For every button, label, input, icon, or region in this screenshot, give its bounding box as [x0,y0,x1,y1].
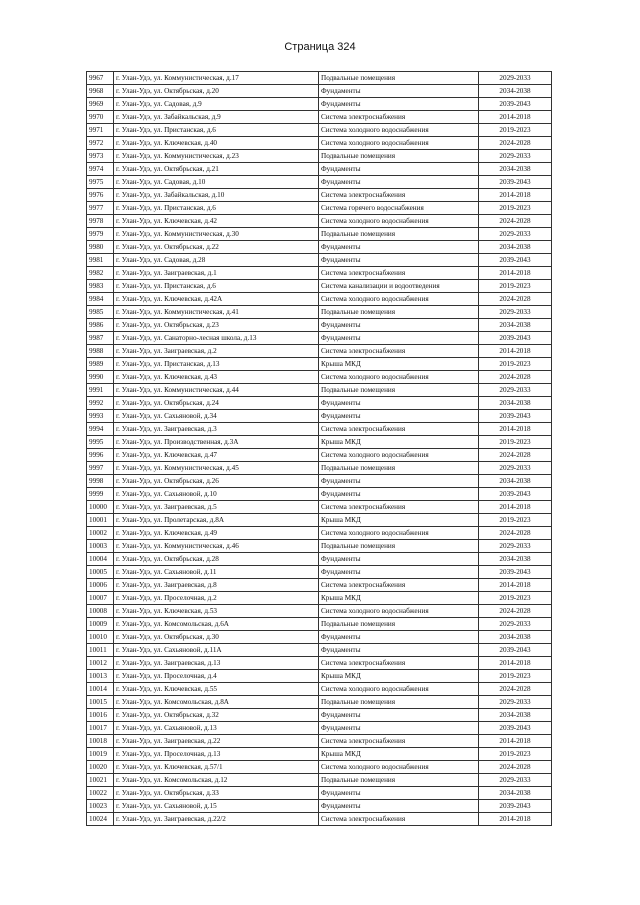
table-row [87,449,552,462]
period-cell: 2039-2043 [479,410,552,423]
table-row [87,800,552,813]
table-row [87,85,552,98]
table-row [87,267,552,280]
address-cell: г. Улан-Удэ, ул. Пристанская, д.13 [114,358,319,371]
table-row [87,644,552,657]
work-type-cell: Фундаменты [319,800,479,813]
table-row [87,592,552,605]
period-cell: 2029-2033 [479,462,552,475]
period-cell: 2024-2028 [479,293,552,306]
work-type-cell: Фундаменты [319,98,479,111]
address-cell: г. Улан-Удэ, ул. Ключевская, д.53 [114,605,319,618]
period-cell: 2014-2018 [479,813,552,826]
table-row [87,813,552,826]
period-cell: 2014-2018 [479,189,552,202]
row-number-cell: 10003 [87,540,114,553]
table-row [87,384,552,397]
table-row [87,332,552,345]
table-row [87,553,552,566]
table-row [87,709,552,722]
table-row [87,306,552,319]
address-cell: г. Улан-Удэ, ул. Коммунистическая, д.41 [114,306,319,319]
row-number-cell: 10013 [87,670,114,683]
table-row [87,358,552,371]
address-cell: г. Улан-Удэ, ул. Пристанская, д.6 [114,202,319,215]
table-row [87,657,552,670]
row-number-cell: 10005 [87,566,114,579]
period-cell: 2029-2033 [479,150,552,163]
row-number-cell: 9969 [87,98,114,111]
work-type-cell: Система электроснабжения [319,189,479,202]
work-type-cell: Фундаменты [319,488,479,501]
table-row [87,631,552,644]
table-row [87,111,552,124]
table-row [87,345,552,358]
period-cell: 2034-2038 [479,397,552,410]
row-number-cell: 10020 [87,761,114,774]
row-number-cell: 9977 [87,202,114,215]
address-cell: г. Улан-Удэ, ул. Октябрьская, д.28 [114,553,319,566]
row-number-cell: 10015 [87,696,114,709]
work-type-cell: Система холодного водоснабжения [319,605,479,618]
period-cell: 2019-2023 [479,124,552,137]
table-row [87,735,552,748]
row-number-cell: 9996 [87,449,114,462]
work-type-cell: Система холодного водоснабжения [319,124,479,137]
work-type-cell: Фундаменты [319,410,479,423]
work-type-cell: Система электроснабжения [319,735,479,748]
period-cell: 2034-2038 [479,553,552,566]
work-type-cell: Система электроснабжения [319,501,479,514]
work-type-cell: Подвальные помещения [319,150,479,163]
table-row [87,527,552,540]
period-cell: 2024-2028 [479,449,552,462]
row-number-cell: 9998 [87,475,114,488]
row-number-cell: 9972 [87,137,114,150]
row-number-cell: 9970 [87,111,114,124]
address-cell: г. Улан-Удэ, ул. Октябрьская, д.26 [114,475,319,488]
table-row [87,605,552,618]
row-number-cell: 10023 [87,800,114,813]
row-number-cell: 10009 [87,618,114,631]
table-row [87,475,552,488]
row-number-cell: 10024 [87,813,114,826]
row-number-cell: 9985 [87,306,114,319]
table-row [87,579,552,592]
period-cell: 2029-2033 [479,306,552,319]
work-type-cell: Крыша МКД [319,592,479,605]
period-cell: 2039-2043 [479,176,552,189]
work-type-cell: Система электроснабжения [319,657,479,670]
row-number-cell: 10022 [87,787,114,800]
address-cell: г. Улан-Удэ, ул. Заиграевская, д.13 [114,657,319,670]
address-cell: г. Улан-Удэ, ул. Ключевская, д.49 [114,527,319,540]
period-cell: 2034-2038 [479,631,552,644]
row-number-cell: 9979 [87,228,114,241]
period-cell: 2034-2038 [479,241,552,254]
row-number-cell: 9988 [87,345,114,358]
row-number-cell: 9986 [87,319,114,332]
work-type-cell: Подвальные помещения [319,306,479,319]
period-cell: 2014-2018 [479,735,552,748]
row-number-cell: 9987 [87,332,114,345]
row-number-cell: 9982 [87,267,114,280]
address-cell: г. Улан-Удэ, ул. Коммунистическая, д.44 [114,384,319,397]
address-cell: г. Улан-Удэ, ул. Санаторно-лесная школа, д.13 [114,332,319,345]
address-cell: г. Улан-Удэ, ул. Комсомольская, д.12 [114,774,319,787]
row-number-cell: 10021 [87,774,114,787]
work-type-cell: Фундаменты [319,319,479,332]
period-cell: 2014-2018 [479,579,552,592]
period-cell: 2039-2043 [479,488,552,501]
table-row [87,228,552,241]
address-cell: г. Улан-Удэ, ул. Ключевская, д.55 [114,683,319,696]
row-number-cell: 9980 [87,241,114,254]
address-cell: г. Улан-Удэ, ул. Заиграевская, д.2 [114,345,319,358]
period-cell: 2039-2043 [479,800,552,813]
work-type-cell: Фундаменты [319,397,479,410]
table-row [87,670,552,683]
period-cell: 2014-2018 [479,657,552,670]
work-type-cell: Фундаменты [319,85,479,98]
period-cell: 2024-2028 [479,137,552,150]
row-number-cell: 10017 [87,722,114,735]
address-cell: г. Улан-Удэ, ул. Ключевская, д.42 [114,215,319,228]
address-cell: г. Улан-Удэ, ул. Заиграевская, д.8 [114,579,319,592]
work-type-cell: Фундаменты [319,176,479,189]
table-row [87,163,552,176]
period-cell: 2029-2033 [479,696,552,709]
work-type-cell: Крыша МКД [319,358,479,371]
table-row [87,514,552,527]
work-type-cell: Система горячего водоснабжения [319,202,479,215]
work-type-cell: Крыша МКД [319,748,479,761]
address-cell: г. Улан-Удэ, ул. Октябрьская, д.24 [114,397,319,410]
row-number-cell: 9974 [87,163,114,176]
repair-schedule-table [86,71,552,826]
period-cell: 2019-2023 [479,514,552,527]
address-cell: г. Улан-Удэ, ул. Проселочная, д.4 [114,670,319,683]
table-row [87,319,552,332]
table-row [87,761,552,774]
period-cell: 2039-2043 [479,254,552,267]
address-cell: г. Улан-Удэ, ул. Садовая, д.10 [114,176,319,189]
table-row [87,787,552,800]
table-row [87,254,552,267]
row-number-cell: 9975 [87,176,114,189]
work-type-cell: Подвальные помещения [319,228,479,241]
row-number-cell: 9978 [87,215,114,228]
row-number-cell: 10002 [87,527,114,540]
address-cell: г. Улан-Удэ, ул. Октябрьская, д.30 [114,631,319,644]
address-cell: г. Улан-Удэ, ул. Коммунистическая, д.17 [114,72,319,85]
work-type-cell: Система канализации и водоотведения [319,280,479,293]
work-type-cell: Система холодного водоснабжения [319,527,479,540]
table-row [87,566,552,579]
table-row [87,683,552,696]
address-cell: г. Улан-Удэ, ул. Заиграевская, д.1 [114,267,319,280]
work-type-cell: Фундаменты [319,553,479,566]
address-cell: г. Улан-Удэ, ул. Заиграевская, д.5 [114,501,319,514]
row-number-cell: 9973 [87,150,114,163]
period-cell: 2019-2023 [479,436,552,449]
period-cell: 2034-2038 [479,85,552,98]
row-number-cell: 10000 [87,501,114,514]
address-cell: г. Улан-Удэ, ул. Октябрьская, д.22 [114,241,319,254]
period-cell: 2019-2023 [479,592,552,605]
work-type-cell: Система холодного водоснабжения [319,215,479,228]
address-cell: г. Улан-Удэ, ул. Сахьяновой, д.11А [114,644,319,657]
work-type-cell: Фундаменты [319,254,479,267]
address-cell: г. Улан-Удэ, ул. Ключевская, д.43 [114,371,319,384]
period-cell: 2024-2028 [479,371,552,384]
work-type-cell: Система холодного водоснабжения [319,293,479,306]
address-cell: г. Улан-Удэ, ул. Сахьяновой, д.13 [114,722,319,735]
work-type-cell: Крыша МКД [319,436,479,449]
table-body [87,72,552,826]
address-cell: г. Улан-Удэ, ул. Проселочная, д.13 [114,748,319,761]
work-type-cell: Фундаменты [319,631,479,644]
address-cell: г. Улан-Удэ, ул. Ключевская, д.57/1 [114,761,319,774]
row-number-cell: 9968 [87,85,114,98]
work-type-cell: Система электроснабжения [319,111,479,124]
row-number-cell: 10007 [87,592,114,605]
period-cell: 2034-2038 [479,319,552,332]
address-cell: г. Улан-Удэ, ул. Коммунистическая, д.45 [114,462,319,475]
table-row [87,215,552,228]
work-type-cell: Крыша МКД [319,670,479,683]
table-row [87,462,552,475]
period-cell: 2039-2043 [479,332,552,345]
row-number-cell: 9999 [87,488,114,501]
address-cell: г. Улан-Удэ, ул. Пристанская, д.6 [114,124,319,137]
work-type-cell: Система электроснабжения [319,579,479,592]
row-number-cell: 10011 [87,644,114,657]
address-cell: г. Улан-Удэ, ул. Садовая, д.28 [114,254,319,267]
work-type-cell: Фундаменты [319,332,479,345]
work-type-cell: Система холодного водоснабжения [319,137,479,150]
table-row [87,436,552,449]
address-cell: г. Улан-Удэ, ул. Забайкальская, д.10 [114,189,319,202]
address-cell: г. Улан-Удэ, ул. Сахьяновой, д.11 [114,566,319,579]
row-number-cell: 9994 [87,423,114,436]
period-cell: 2019-2023 [479,670,552,683]
period-cell: 2024-2028 [479,761,552,774]
address-cell: г. Улан-Удэ, ул. Коммунистическая, д.46 [114,540,319,553]
work-type-cell: Система электроснабжения [319,813,479,826]
period-cell: 2034-2038 [479,475,552,488]
row-number-cell: 10004 [87,553,114,566]
address-cell: г. Улан-Удэ, ул. Заиграевская, д.22/2 [114,813,319,826]
period-cell: 2019-2023 [479,202,552,215]
address-cell: г. Улан-Удэ, ул. Коммунистическая, д.23 [114,150,319,163]
address-cell: г. Улан-Удэ, ул. Забайкальская, д.9 [114,111,319,124]
table-row [87,176,552,189]
period-cell: 2024-2028 [479,215,552,228]
address-cell: г. Улан-Удэ, ул. Ключевская, д.47 [114,449,319,462]
row-number-cell: 9984 [87,293,114,306]
period-cell: 2029-2033 [479,540,552,553]
period-cell: 2029-2033 [479,228,552,241]
address-cell: г. Улан-Удэ, ул. Коммунистическая, д.30 [114,228,319,241]
table-row [87,124,552,137]
work-type-cell: Система холодного водоснабжения [319,683,479,696]
work-type-cell: Система электроснабжения [319,345,479,358]
table-row [87,501,552,514]
work-type-cell: Подвальные помещения [319,384,479,397]
period-cell: 2014-2018 [479,267,552,280]
address-cell: г. Улан-Удэ, ул. Октябрьская, д.21 [114,163,319,176]
row-number-cell: 9976 [87,189,114,202]
address-cell: г. Улан-Удэ, ул. Сахьяновой, д.10 [114,488,319,501]
address-cell: г. Улан-Удэ, ул. Садовая, д.9 [114,98,319,111]
period-cell: 2019-2023 [479,358,552,371]
row-number-cell: 9990 [87,371,114,384]
table-row [87,72,552,85]
row-number-cell: 10012 [87,657,114,670]
address-cell: г. Улан-Удэ, ул. Производственная, д.3А [114,436,319,449]
period-cell: 2029-2033 [479,618,552,631]
work-type-cell: Система электроснабжения [319,423,479,436]
table-row [87,722,552,735]
address-cell: г. Улан-Удэ, ул. Комсомольская, д.8А [114,696,319,709]
address-cell: г. Улан-Удэ, ул. Октябрьская, д.32 [114,709,319,722]
period-cell: 2014-2018 [479,501,552,514]
row-number-cell: 9993 [87,410,114,423]
work-type-cell: Крыша МКД [319,514,479,527]
row-number-cell: 9971 [87,124,114,137]
period-cell: 2019-2023 [479,748,552,761]
address-cell: г. Улан-Удэ, ул. Сахьяновой, д.34 [114,410,319,423]
period-cell: 2024-2028 [479,605,552,618]
row-number-cell: 9981 [87,254,114,267]
page-number: Страница 324 [284,41,356,53]
period-cell: 2039-2043 [479,722,552,735]
table-row [87,618,552,631]
work-type-cell: Система электроснабжения [319,267,479,280]
table-row [87,202,552,215]
address-cell: г. Улан-Удэ, ул. Комсомольская, д.6А [114,618,319,631]
row-number-cell: 9995 [87,436,114,449]
work-type-cell: Подвальные помещения [319,774,479,787]
row-number-cell: 10008 [87,605,114,618]
row-number-cell: 9989 [87,358,114,371]
work-type-cell: Фундаменты [319,241,479,254]
period-cell: 2014-2018 [479,345,552,358]
row-number-cell: 10016 [87,709,114,722]
period-cell: 2034-2038 [479,163,552,176]
work-type-cell: Фундаменты [319,475,479,488]
row-number-cell: 10010 [87,631,114,644]
row-number-cell: 10001 [87,514,114,527]
table-row [87,241,552,254]
address-cell: г. Улан-Удэ, ул. Сахьяновой, д.15 [114,800,319,813]
period-cell: 2039-2043 [479,566,552,579]
period-cell: 2039-2043 [479,98,552,111]
period-cell: 2024-2028 [479,683,552,696]
row-number-cell: 9967 [87,72,114,85]
table-row [87,137,552,150]
table-row [87,293,552,306]
row-number-cell: 9983 [87,280,114,293]
address-cell: г. Улан-Удэ, ул. Октябрьская, д.20 [114,85,319,98]
table-row [87,540,552,553]
period-cell: 2034-2038 [479,787,552,800]
work-type-cell: Фундаменты [319,709,479,722]
work-type-cell: Фундаменты [319,722,479,735]
period-cell: 2029-2033 [479,384,552,397]
work-type-cell: Фундаменты [319,644,479,657]
table-row [87,696,552,709]
work-type-cell: Подвальные помещения [319,462,479,475]
address-cell: г. Улан-Удэ, ул. Проселочная, д.2 [114,592,319,605]
table-row [87,150,552,163]
row-number-cell: 9992 [87,397,114,410]
row-number-cell: 10019 [87,748,114,761]
period-cell: 2029-2033 [479,72,552,85]
address-cell: г. Улан-Удэ, ул. Октябрьская, д.23 [114,319,319,332]
address-cell: г. Улан-Удэ, ул. Пристанская, д.6 [114,280,319,293]
address-cell: г. Улан-Удэ, ул. Пролетарская, д.8А [114,514,319,527]
table-row [87,748,552,761]
table-row [87,98,552,111]
period-cell: 2029-2033 [479,774,552,787]
period-cell: 2039-2043 [479,644,552,657]
row-number-cell: 10018 [87,735,114,748]
work-type-cell: Фундаменты [319,787,479,800]
row-number-cell: 10006 [87,579,114,592]
row-number-cell: 10014 [87,683,114,696]
table-row [87,280,552,293]
work-type-cell: Подвальные помещения [319,72,479,85]
address-cell: г. Улан-Удэ, ул. Октябрьская, д.33 [114,787,319,800]
address-cell: г. Улан-Удэ, ул. Ключевская, д.42А [114,293,319,306]
period-cell: 2024-2028 [479,527,552,540]
address-cell: г. Улан-Удэ, ул. Заиграевская, д.3 [114,423,319,436]
work-type-cell: Подвальные помещения [319,540,479,553]
table-row [87,189,552,202]
table-row [87,397,552,410]
address-cell: г. Улан-Удэ, ул. Ключевская, д.40 [114,137,319,150]
work-type-cell: Фундаменты [319,163,479,176]
table-row [87,488,552,501]
address-cell: г. Улан-Удэ, ул. Заиграевская, д.22 [114,735,319,748]
work-type-cell: Система холодного водоснабжения [319,449,479,462]
table-row [87,371,552,384]
work-type-cell: Подвальные помещения [319,696,479,709]
row-number-cell: 9991 [87,384,114,397]
table-row [87,423,552,436]
period-cell: 2019-2023 [479,280,552,293]
table-row [87,774,552,787]
work-type-cell: Подвальные помещения [319,618,479,631]
period-cell: 2014-2018 [479,423,552,436]
work-type-cell: Фундаменты [319,566,479,579]
period-cell: 2034-2038 [479,709,552,722]
work-type-cell: Система холодного водоснабжения [319,371,479,384]
period-cell: 2014-2018 [479,111,552,124]
work-type-cell: Система холодного водоснабжения [319,761,479,774]
table-row [87,410,552,423]
row-number-cell: 9997 [87,462,114,475]
